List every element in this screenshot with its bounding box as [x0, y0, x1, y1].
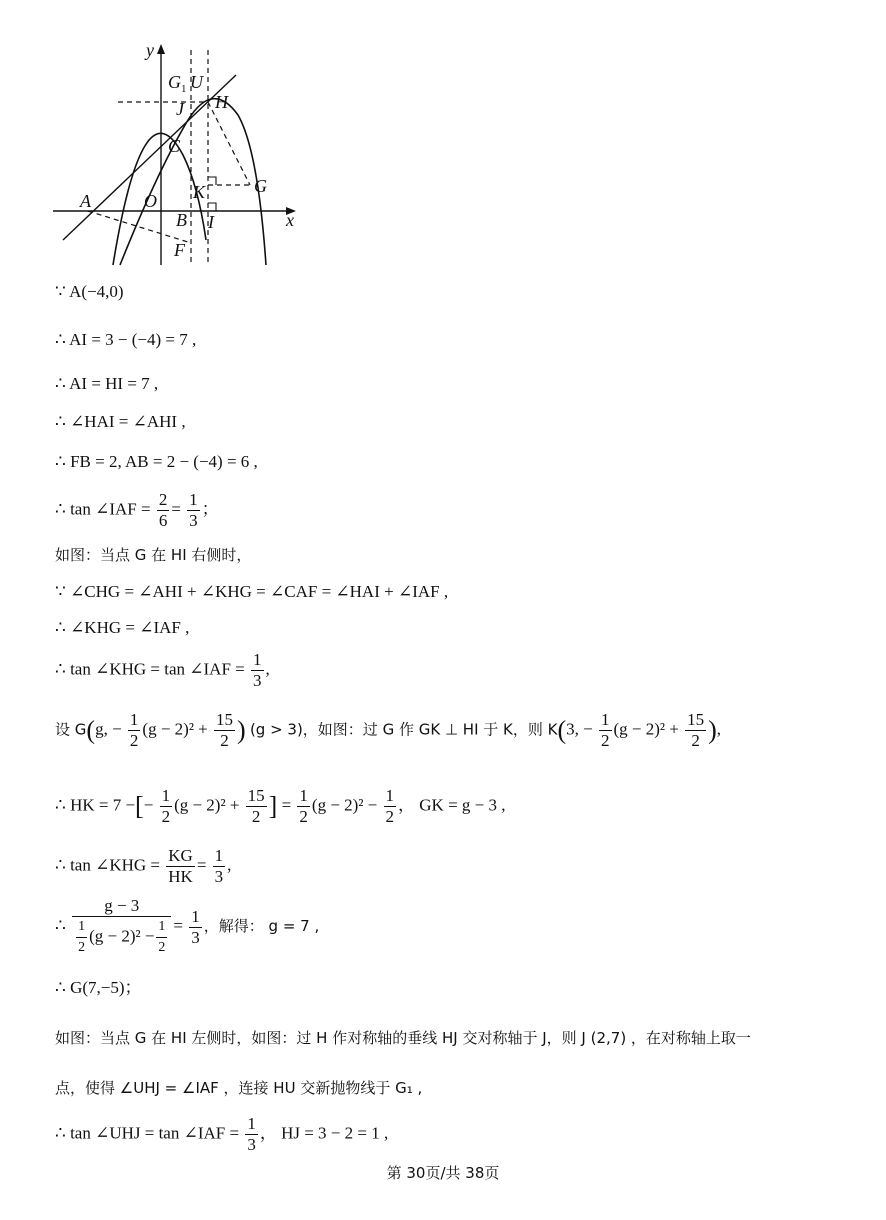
fraction: $\frac{1}{2}$ [601, 710, 610, 750]
line-12: ∴ HK = 7 −[− $\frac{1}{2}$ (g − 2)² + $\frac{15}{2}$ ] = $\frac{1}{2}$ (g − 2)² − $\frac{1}{2}$ ， GK = g − 3 , [55, 786, 506, 826]
line-6: ∴ tan ∠IAF = $\frac{2}{6}$ = $\frac{1}{3}$ ； [55, 490, 219, 530]
line-18: ∴ tan ∠UHJ = tan ∠IAF = $\frac{1}{3}$ ， HJ = 3 − 2 = 1 , [55, 1114, 389, 1154]
line-7: 如图：当点 G 在 HI 右侧时， [55, 546, 252, 564]
line-8: ∵ ∠CHG = ∠AHI + ∠KHG = ∠CAF = ∠HAI + ∠IAF , [55, 582, 449, 601]
page-footer: 第 30页/共 38页 [386, 1164, 500, 1182]
label-y: y [146, 40, 154, 60]
fraction: $\frac{1}{3}$ [214, 846, 224, 886]
label-x: x [286, 210, 294, 230]
label-F: F [174, 240, 185, 260]
line-5: ∴ FB = 2, AB = 2 − (−4) = 6 , [55, 452, 258, 471]
fraction-compound: g − 3 $\frac{1}{2}$ (g − 2)² − $\frac{1}{2}$ [72, 896, 171, 958]
line-13: ∴ tan ∠KHG = $\frac{KG}{HK}$ = $\frac{1}{3}$ , [55, 846, 232, 886]
line-3: ∴ AI = HI = 7 , [55, 374, 159, 393]
fraction: $\frac{1}{2}$ [161, 786, 171, 826]
label-G1-sub: 1 [181, 83, 187, 95]
fraction: $\frac{1}{3}$ [247, 1114, 256, 1154]
right-angle-I [208, 203, 216, 211]
right-angle-K [208, 177, 216, 185]
label-G: G [254, 176, 267, 196]
fraction: $\frac{1}{3}$ [191, 906, 200, 947]
fraction: $\frac{1}{2}$ [385, 786, 395, 826]
y-axis-arrow [157, 44, 165, 54]
line-15: ∴ G(7,−5)； [55, 978, 142, 997]
label-J: J [176, 99, 184, 119]
label-O: O [144, 191, 157, 211]
label-B: B [176, 210, 187, 230]
label-C: C [168, 136, 181, 156]
parabola-diagram [48, 40, 308, 270]
line-11: 设 G(g, − $\frac{1}{2}$ (g − 2)² + $\frac{15}{2}$ ) (g > 3)，如图：过 G 作 GK ⊥ HI 于 K，则 K(3, − $\frac{1}{2}$ (g − 2)² + $\frac{15}{2}$ ), [55, 710, 722, 750]
label-U: U [190, 72, 203, 92]
line-17: 点，使得 ∠UHJ = ∠IAF ，连接 HU 交新抛物线于 G₁ , [55, 1079, 423, 1097]
line-9: ∴ ∠KHG = ∠IAF , [55, 618, 190, 637]
line-16: 如图：当点 G 在 HI 左侧时，如图：过 H 作对称轴的垂线 HJ 交对称轴于 J，则 J (2,7) ，在对称轴上取一 [55, 1029, 751, 1047]
fraction: $\frac{KG}{HK}$ [168, 846, 193, 886]
line-4: ∴ ∠HAI = ∠AHI , [55, 412, 186, 431]
line-10: ∴ tan ∠KHG = tan ∠IAF = $\frac{1}{3}$ , [55, 650, 270, 690]
fraction: $\frac{15}{2}$ [216, 710, 234, 750]
fraction: $\frac{1}{3}$ [189, 490, 198, 530]
fraction: $\frac{1}{2}$ [299, 786, 308, 826]
fraction: $\frac{1}{3}$ [253, 650, 262, 690]
line-14: ∴ g − 3 $\frac{1}{2}$ (g − 2)² − $\frac{1}{2}$ = $\frac{1}{3}$ ，解得： g = 7 , [55, 896, 319, 958]
line-2: ∴ AI = 3 − (−4) = 7 , [55, 330, 197, 349]
fraction: $\frac{15}{2}$ [247, 786, 265, 826]
label-I: I [208, 212, 214, 232]
fraction: $\frac{15}{2}$ [687, 710, 705, 750]
label-H: H [215, 92, 228, 112]
label-G1: G [168, 72, 181, 92]
dashed-HG [208, 102, 250, 185]
label-A: A [80, 191, 91, 211]
label-K: K [193, 182, 206, 202]
fraction: $\frac{1}{2}$ [129, 710, 139, 750]
line-1: ∵ A(−4,0) [55, 282, 124, 301]
geometry-figure [48, 40, 308, 270]
fraction: $\frac{2}{6}$ [158, 490, 168, 530]
